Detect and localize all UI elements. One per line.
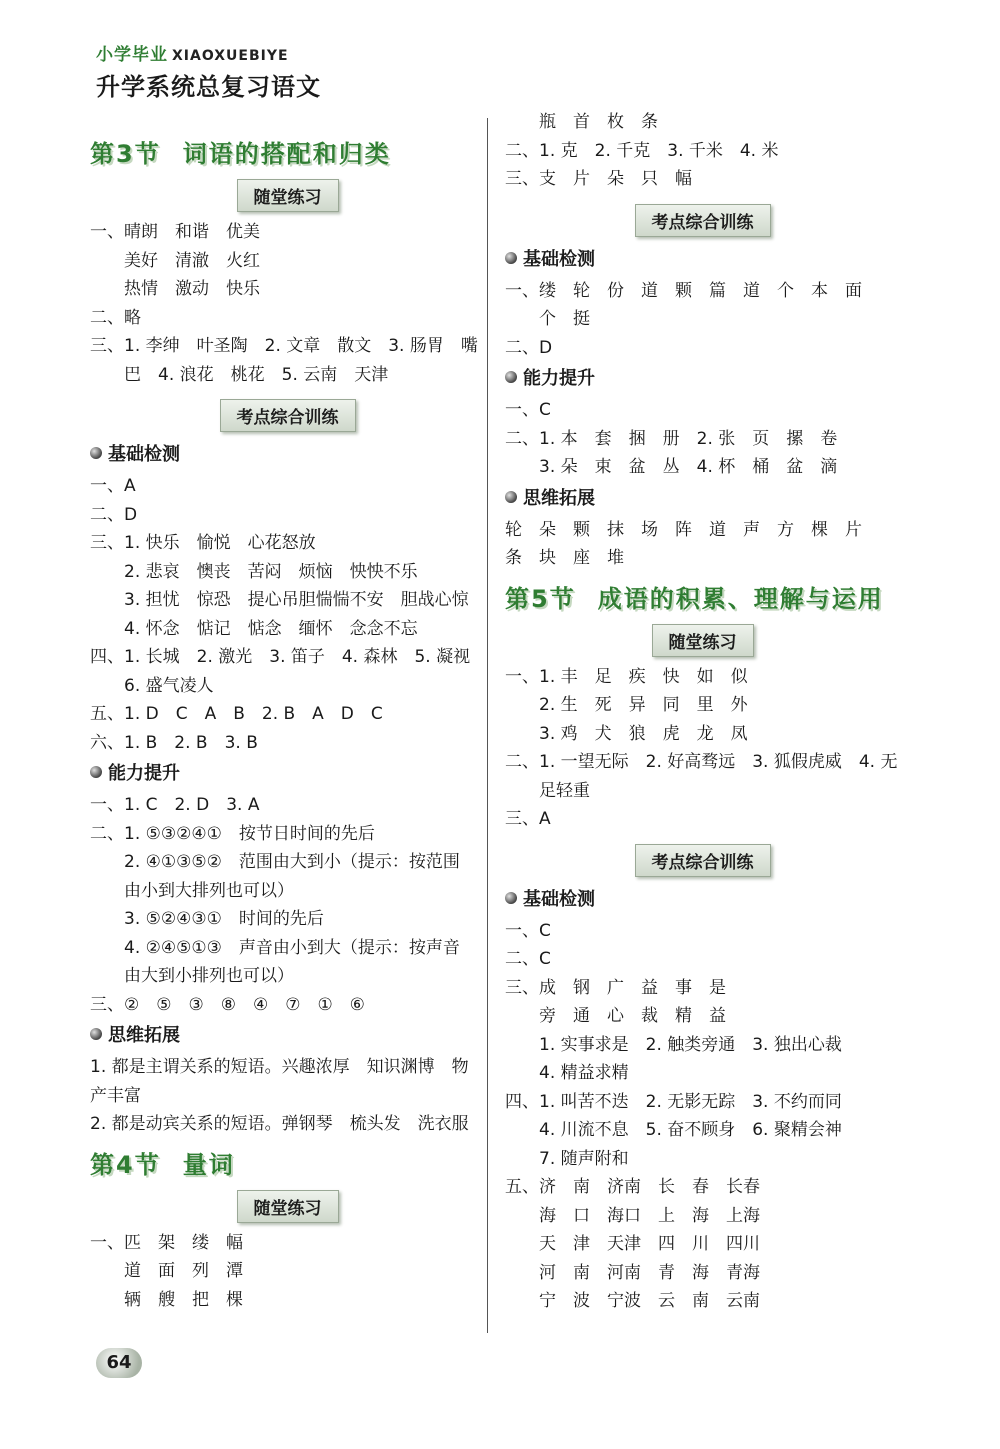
book-title: 升学系统总复习语文	[96, 73, 321, 101]
subsection-heading	[505, 883, 900, 917]
exercise-heading	[90, 1190, 485, 1223]
answer-line: 巴 4. 浪花 桃花 5. 云南 天津	[90, 364, 389, 385]
answer-line: 二、D	[505, 337, 553, 358]
brand-line	[96, 40, 321, 65]
answer-line: 2. 都是动宾关系的短语。弹钢琴 梳头发 洗衣服	[90, 1114, 469, 1134]
section-number: 第3节	[90, 140, 161, 168]
answer-line: 辆 艘 把 棵	[90, 1289, 243, 1310]
answer-line: 3. 担忧 惊恐 提心吊胆惴惴不安 胆战心惊	[90, 590, 469, 610]
answer-line: 二、C	[505, 949, 551, 969]
answer-line: 三、② ⑤ ③ ⑧ ④ ⑦ ① ⑥	[90, 994, 365, 1015]
answer-line: 四、1. 长城 2. 激光 3. 笛子 4. 森林 5. 凝视	[90, 647, 471, 667]
exercise-heading	[90, 179, 485, 212]
page-number: 64	[96, 1348, 142, 1378]
subsection-label: 思维拓展	[523, 487, 595, 509]
answer-line: 一、1. 丰 足 疾 快 如 似	[505, 666, 748, 687]
answer-line: 瓶 首 枚 条	[505, 112, 658, 132]
answer-line: 由小到大排列也可以）	[90, 880, 294, 901]
answer-line: 热情 激动 快乐	[90, 279, 260, 299]
answer-line: 产丰富	[90, 1085, 141, 1106]
answer-line: 1. 实事求是 2. 触类旁通 3. 独出心裁	[505, 1034, 842, 1055]
bullet-icon	[90, 447, 102, 459]
answer-line: 一、A	[90, 476, 136, 496]
exercise-heading	[505, 204, 900, 237]
answer-line: 4. 怀念 惦记 惦念 缅怀 念念不忘	[90, 618, 418, 639]
answer-line: 二、1. 一望无际 2. 好高骛远 3. 狐假虎威 4. 无	[505, 752, 898, 772]
answer-line: 四、1. 叫苦不迭 2. 无影无踪 3. 不约而同	[505, 1091, 842, 1112]
section-number: 第4节	[90, 1150, 161, 1179]
answer-line: 由大到小排列也可以）	[90, 966, 294, 986]
subsection-heading	[505, 482, 900, 516]
exercise-heading-label: 考点综合训练	[635, 844, 771, 877]
section-title	[90, 134, 485, 169]
bullet-icon	[90, 766, 102, 778]
answer-line: 3. 鸡 犬 狼 虎 龙 凤	[505, 723, 748, 744]
answer-line: 三、支 片 朵 只 幅	[505, 169, 692, 189]
answer-line: 一、缕 轮 份 道 颗 篇 道 个 本 面	[505, 280, 862, 301]
answer-line: 个 挺	[505, 309, 590, 329]
answer-line: 三、成 钢 广 益 事 是	[505, 977, 726, 998]
answer-line: 一、C	[505, 400, 551, 420]
section-title	[505, 579, 900, 614]
subsection-heading	[90, 1019, 485, 1053]
left-column	[90, 128, 485, 1314]
bullet-icon	[505, 892, 517, 904]
subsection-heading	[505, 243, 900, 277]
answer-line: 一、晴朗 和谐 优美	[90, 222, 260, 242]
subsection-heading	[90, 757, 485, 791]
answer-line: 7. 随声附和	[505, 1148, 629, 1169]
subsection-label: 基础检测	[523, 888, 595, 910]
exercise-heading-label: 考点综合训练	[220, 399, 356, 432]
exercise-heading-label: 考点综合训练	[635, 204, 771, 237]
answer-line: 条 块 座 堆	[505, 548, 624, 568]
subsection-label: 能力提升	[108, 763, 180, 784]
subsection-label: 基础检测	[108, 444, 180, 465]
answer-line: 海 口 海口 上 海 上海	[505, 1205, 760, 1226]
subsection-heading	[505, 362, 900, 396]
answer-line: 一、匹 架 缕 幅	[90, 1232, 243, 1253]
answer-line: 天 津 天津 四 川 四川	[505, 1234, 760, 1254]
answer-line: 二、略	[90, 307, 141, 328]
answer-line: 1. 都是主谓关系的短语。兴趣浓厚 知识渊博 物	[90, 1057, 469, 1077]
answer-line: 3. ⑤②④③① 时间的先后	[90, 909, 324, 929]
bullet-icon	[505, 371, 517, 383]
answer-line: 二、1. ⑤③②④① 按节日时间的先后	[90, 823, 375, 844]
exercise-heading-label: 随堂练习	[652, 624, 754, 657]
answer-line: 二、1. 本 套 捆 册 2. 张 页 摞 卷	[505, 428, 838, 449]
answer-line: 2. ④①③⑤② 范围由大到小（提示：按范围	[90, 852, 460, 872]
section-name: 词语的搭配和归类	[182, 140, 391, 168]
answer-line: 6. 盛气凌人	[90, 675, 214, 696]
exercise-heading-label: 随堂练习	[237, 179, 339, 212]
answer-line: 三、1. 李绅 叶圣陶 2. 文章 散文 3. 肠胃 嘴	[90, 336, 478, 356]
exercise-heading	[505, 624, 900, 657]
answer-line: 2. 生 死 异 同 里 外	[505, 695, 748, 715]
brand-name: 小学毕业	[96, 45, 168, 65]
answer-line: 宁 波 宁波 云 南 云南	[505, 1291, 760, 1311]
answer-line: 三、A	[505, 809, 551, 829]
column-divider	[487, 118, 488, 1333]
exercise-heading	[505, 844, 900, 877]
answer-line: 旁 通 心 裁 精 益	[505, 1006, 726, 1026]
subsection-heading	[90, 438, 485, 472]
right-column	[505, 108, 900, 1316]
answer-line: 4. 川流不息 5. 奋不顾身 6. 聚精会神	[505, 1120, 842, 1140]
answer-line: 六、1. B 2. B 3. B	[90, 732, 258, 753]
answer-line: 4. ②④⑤①③ 声音由小到大（提示：按声音	[90, 937, 460, 958]
answer-line: 足轻重	[505, 780, 590, 801]
section-title	[90, 1145, 485, 1180]
page-header	[96, 40, 321, 102]
bullet-icon	[505, 491, 517, 503]
answer-line: 二、1. 克 2. 千克 3. 千米 4. 米	[505, 140, 779, 161]
answer-line: 3. 朵 束 盆 丛 4. 杯 桶 盆 滴	[505, 457, 838, 477]
bullet-icon	[505, 252, 517, 264]
subsection-label: 基础检测	[523, 248, 595, 270]
answer-line: 五、1. D C A B 2. B A D C	[90, 704, 383, 724]
section-number: 第5节	[505, 584, 576, 613]
bullet-icon	[90, 1028, 102, 1040]
answer-line: 三、1. 快乐 愉悦 心花怒放	[90, 533, 316, 553]
brand-pinyin: XIAOXUEBIYE	[172, 48, 289, 64]
section-name: 成语的积累、理解与运用	[597, 584, 884, 613]
exercise-heading-label: 随堂练习	[237, 1190, 339, 1223]
answer-line: 道 面 列 潭	[90, 1261, 243, 1281]
answer-line: 二、D	[90, 504, 138, 525]
answer-line: 美好 清澈 火红	[90, 250, 260, 271]
subsection-label: 能力提升	[523, 368, 595, 389]
answer-line: 2. 悲哀 懊丧 苦闷 烦恼 怏怏不乐	[90, 561, 418, 582]
answer-line: 4. 精益求精	[505, 1063, 629, 1083]
answer-line: 五、济 南 济南 长 春 长春	[505, 1177, 760, 1197]
answer-line: 一、C	[505, 920, 551, 941]
exercise-heading	[90, 399, 485, 432]
section-name: 量词	[182, 1150, 235, 1179]
answer-line: 轮 朵 颗 抹 场 阵 道 声 方 棵 片	[505, 519, 862, 540]
answer-line: 河 南 河南 青 海 青海	[505, 1262, 760, 1283]
answer-line: 一、1. C 2. D 3. A	[90, 795, 260, 815]
subsection-label: 思维拓展	[108, 1025, 180, 1046]
